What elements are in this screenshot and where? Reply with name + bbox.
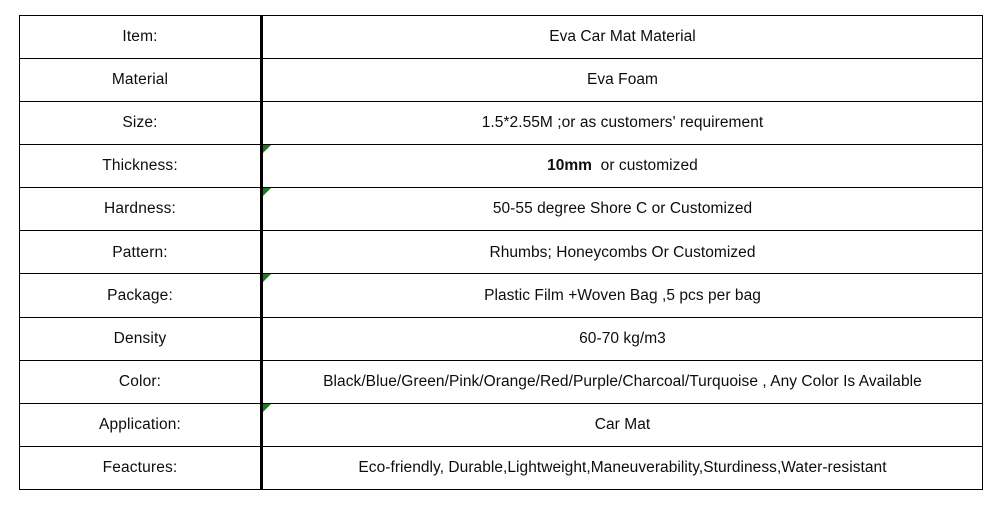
spec-label-cell[interactable] <box>20 274 262 317</box>
spec-value-cell[interactable] <box>262 188 983 231</box>
table-row <box>20 274 983 317</box>
spec-value-cell[interactable] <box>262 274 983 317</box>
spec-label-text: Item: <box>122 28 158 46</box>
spec-label-cell[interactable] <box>20 317 262 360</box>
spec-value-cell[interactable] <box>262 145 983 188</box>
spec-value-text: Eva Foam <box>586 71 659 89</box>
spec-value-cell[interactable] <box>262 231 983 274</box>
spec-value-text: 50-55 degree Shore C or Customized <box>492 200 753 218</box>
table-row <box>20 16 983 59</box>
spec-label-cell[interactable] <box>20 16 262 59</box>
spec-label-text: Feactures: <box>102 458 178 476</box>
spec-value-cell[interactable] <box>262 446 983 489</box>
spec-label-cell[interactable] <box>20 188 262 231</box>
comment-indicator-icon <box>263 404 271 412</box>
spec-label-text: Thickness: <box>102 157 178 175</box>
spec-label-text: Material <box>111 71 169 89</box>
spec-value-text: 1.5*2.55M ;or as customers' requirement <box>481 114 764 132</box>
spec-label-cell[interactable] <box>20 360 262 403</box>
spec-value-text <box>269 157 976 175</box>
spec-label-text: Size: <box>122 114 158 132</box>
spec-value-remainder: or customized <box>591 157 698 175</box>
spec-value-text: Car Mat <box>594 415 651 433</box>
table-body <box>20 16 983 490</box>
table-row <box>20 403 983 446</box>
spec-label-cell[interactable] <box>20 102 262 145</box>
spec-label-cell[interactable] <box>20 403 262 446</box>
spec-value-cell[interactable] <box>262 317 983 360</box>
table-row <box>20 446 983 489</box>
spec-label-cell[interactable] <box>20 231 262 274</box>
spec-value-cell[interactable] <box>262 403 983 446</box>
spec-label-text: Density <box>113 329 167 347</box>
table-row <box>20 231 983 274</box>
spec-value-text: 60-70 kg/m3 <box>579 329 666 347</box>
spec-label-text: Color: <box>118 372 162 390</box>
table-row <box>20 102 983 145</box>
spec-value-cell[interactable] <box>262 360 983 403</box>
table-row <box>20 188 983 231</box>
spec-value-text: Eva Car Mat Material <box>549 28 696 46</box>
product-specification-table <box>19 15 983 490</box>
spec-label-cell[interactable] <box>20 145 262 188</box>
spec-label-text: Package: <box>107 286 173 304</box>
table-row <box>20 145 983 188</box>
spec-value-text: Black/Blue/Green/Pink/Orange/Red/Purple/Charcoal/Turquoise , Any Color Is Available <box>323 372 922 390</box>
spec-label-cell[interactable] <box>20 446 262 489</box>
comment-indicator-icon <box>263 188 271 196</box>
spec-label-text: Pattern: <box>112 243 168 261</box>
table-row <box>20 317 983 360</box>
spec-value-text: Eco-friendly, Durable,Lightweight,Maneuverability,Sturdiness,Water-resistant <box>358 458 887 476</box>
spec-value-text: Plastic Film +Woven Bag ,5 pcs per bag <box>484 286 761 304</box>
spec-label-text: Application: <box>99 415 181 433</box>
spec-label-cell[interactable] <box>20 59 262 102</box>
spec-value-cell[interactable] <box>262 16 983 59</box>
table-row <box>20 360 983 403</box>
spec-value-cell[interactable] <box>262 102 983 145</box>
spec-value-cell[interactable] <box>262 59 983 102</box>
table-row <box>20 59 983 102</box>
comment-indicator-icon <box>263 145 271 153</box>
spec-value-emphasis: 10mm <box>547 157 592 175</box>
comment-indicator-icon <box>263 274 271 282</box>
spec-label-text: Hardness: <box>104 200 176 218</box>
spec-value-text: Rhumbs; Honeycombs Or Customized <box>489 243 756 261</box>
